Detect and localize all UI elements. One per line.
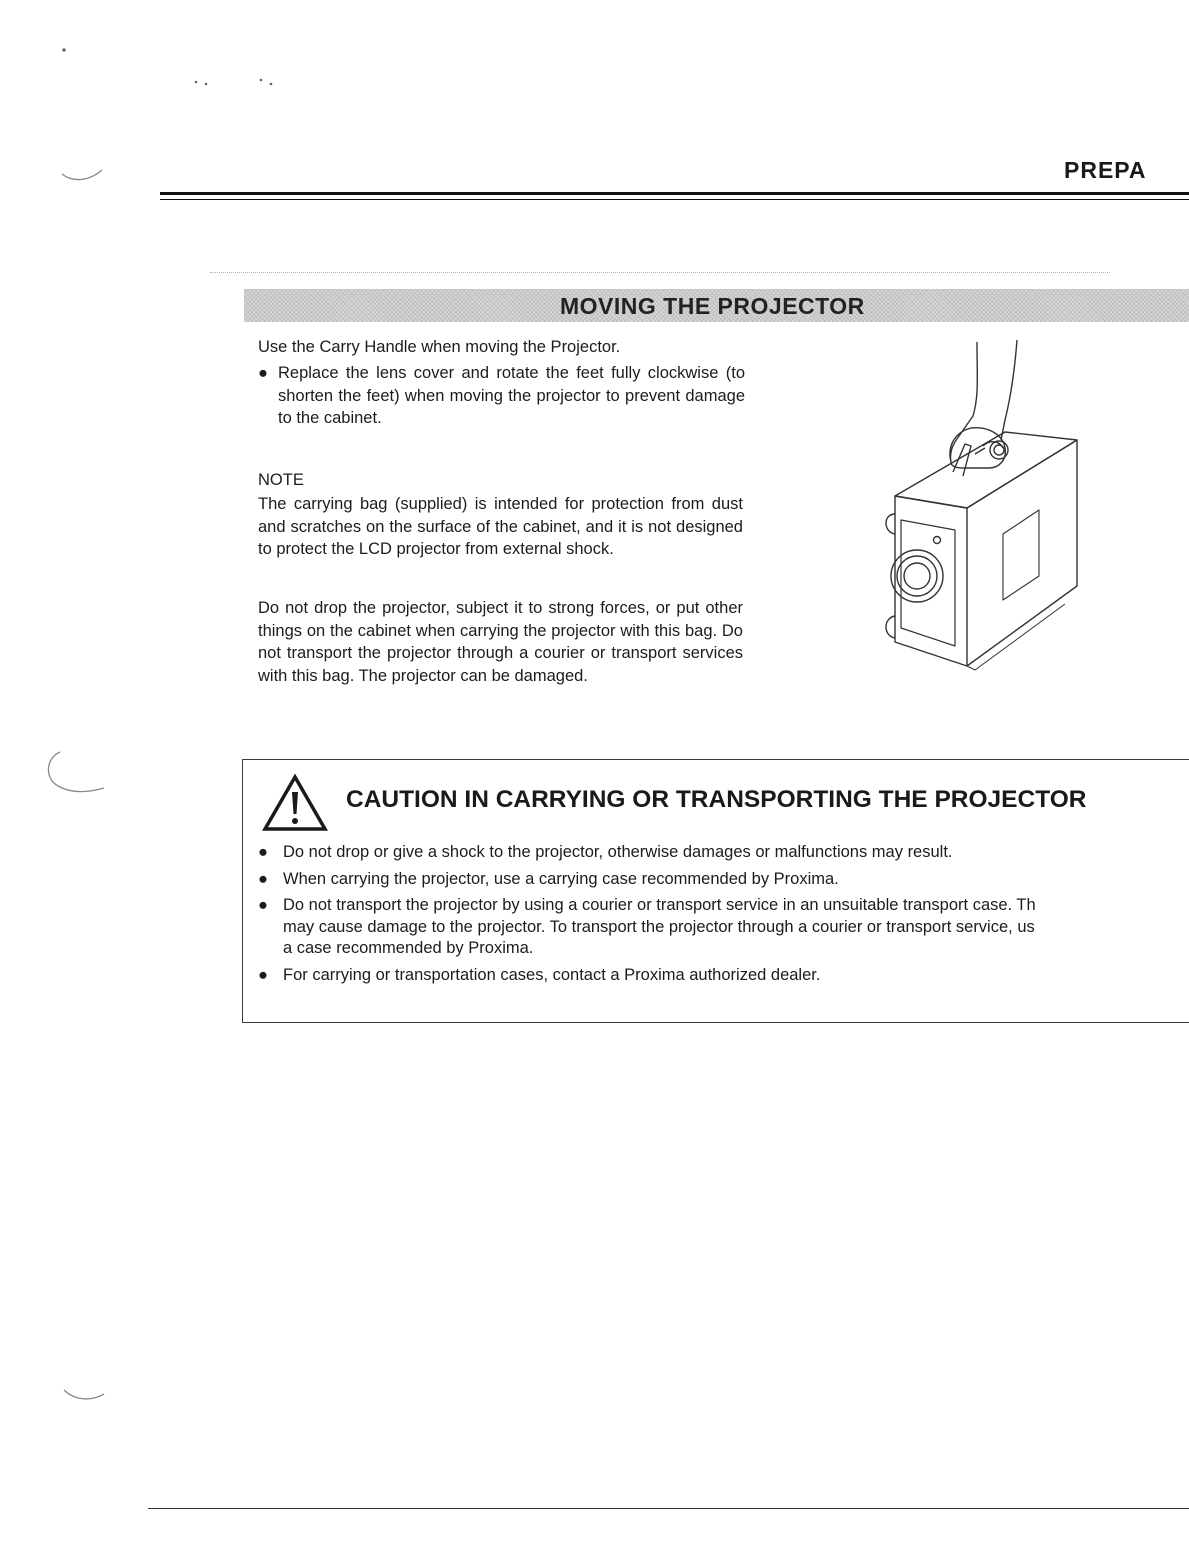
bullet-dot-icon: ● — [258, 364, 268, 382]
projector-carried-by-hand-illustration — [855, 336, 1085, 676]
caution-item-text: When carrying the projector, use a carrying case recommended by Proxima. — [283, 869, 839, 888]
caution-title: CAUTION IN CARRYING OR TRANSPORTING THE PROJECTOR — [346, 786, 1087, 813]
header-rule-thin — [160, 199, 1189, 200]
header-rule-thick — [160, 192, 1189, 195]
bullet-dot-icon: ● — [258, 843, 268, 861]
note-paragraph: The carrying bag (supplied) is intended for protection from dust and scratches on the surface of the cabinet, and it is not designed to protect the LCD projector from external shock. — [258, 495, 743, 558]
caution-item-text: Do not transport the projector by using a courier or transport service in an unsuitable transport case. Th — [283, 896, 1036, 914]
footer-rule — [148, 1508, 1189, 1509]
caution-item — [258, 895, 1189, 960]
instruction-bullet-text: Replace the lens cover and rotate the feet fully clockwise (to shorten the feet) when moving the projector to prevent damage to the cabinet. — [278, 364, 745, 427]
faint-dotted-divider — [210, 272, 1110, 273]
bullet-dot-icon: ● — [258, 896, 268, 914]
section-title: MOVING THE PROJECTOR — [560, 293, 865, 319]
intro-text: Use the Carry Handle when moving the Projector. — [258, 338, 621, 356]
binder-hole-mark — [40, 748, 110, 798]
caution-item — [258, 842, 1189, 864]
note-paragraph: Do not drop the projector, subject it to strong forces, or put other things on the cabinet when carrying the projector with this bag. Do not transport the projector through a courier or transport services with this bag. The projector can be damaged. — [258, 599, 743, 685]
bullet-dot-icon: ● — [258, 869, 268, 888]
warning-triangle-icon — [262, 774, 328, 832]
binder-hole-mark — [58, 160, 108, 190]
caution-item-text: For carrying or transportation cases, contact a Proxima authorized dealer. — [283, 965, 821, 984]
instruction-bullet — [258, 362, 745, 430]
bullet-dot-icon: ● — [258, 965, 268, 984]
binder-hole-mark — [60, 1380, 110, 1410]
scan-speck-marks — [56, 40, 286, 100]
note-label: NOTE — [258, 471, 304, 489]
caution-item — [258, 869, 1189, 891]
caution-item-text: a case recommended by Proxima. — [283, 939, 534, 957]
page-header-title: PREPA — [1064, 157, 1147, 183]
caution-list — [258, 842, 1189, 991]
caution-item-text: may cause damage to the projector. To transport the projector through a courier or transport service, us — [283, 917, 1035, 936]
caution-item-text: Do not drop or give a shock to the projector, otherwise damages or malfunctions may result. — [283, 843, 953, 861]
caution-item — [258, 965, 1189, 987]
